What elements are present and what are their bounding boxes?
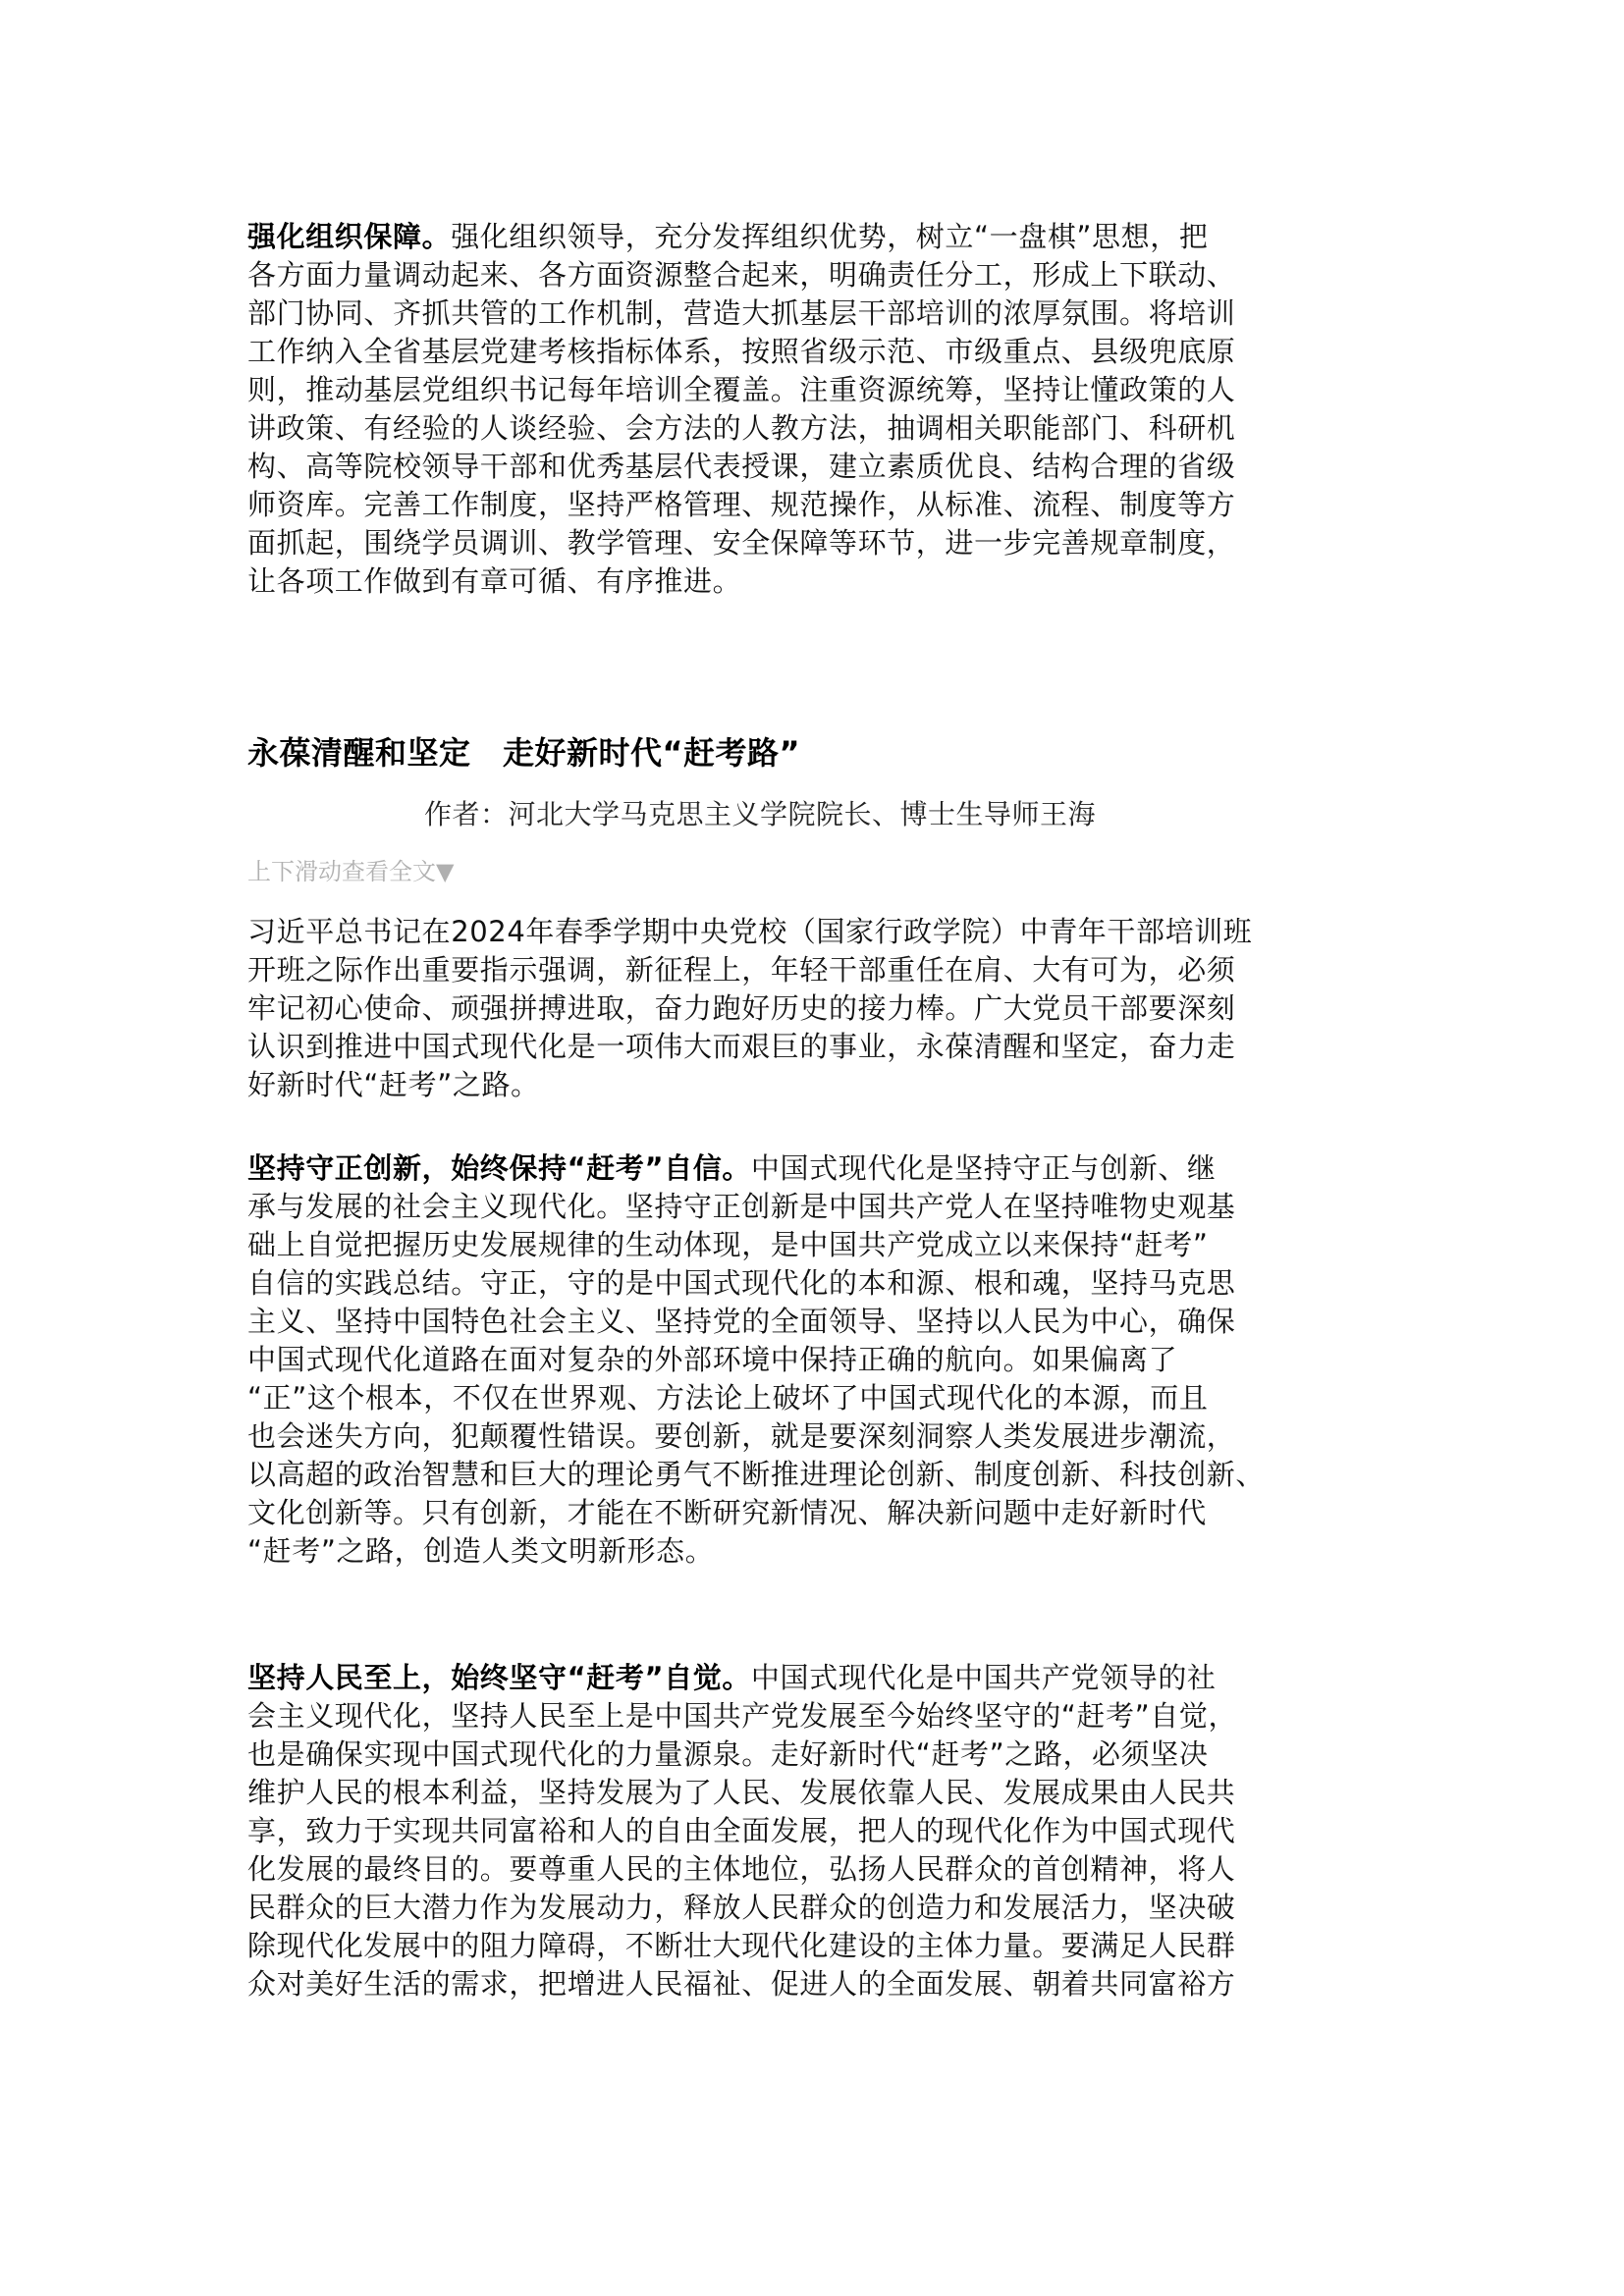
text-line: 除现代化发展中的阻力障碍，不断壮大现代化建设的主体力量。要满足人民群 <box>247 1929 1236 1962</box>
text-line: 会主义现代化，坚持人民至上是中国共产党发展至今始终坚守的“赶考”自觉， <box>247 1699 1238 1733</box>
text-line: 础上自觉把握历史发展规律的生动体现，是中国共产党成立以来保持“赶考” <box>247 1228 1209 1261</box>
text-line: 化发展的最终目的。要尊重人民的主体地位，弘扬人民群众的首创精神，将人 <box>247 1852 1236 1886</box>
scroll-hint: 上下滑动查看全文▼ <box>247 858 455 885</box>
text-line: 维护人民的根本利益，坚持发展为了人民、发展依靠人民、发展成果由人民共 <box>247 1776 1236 1809</box>
text-line: “正”这个根本，不仅在世界观、方法论上破坏了中国式现代化的本源，而且 <box>247 1381 1209 1415</box>
paragraph-lead: 坚持守正创新，始终保持“赶考”自信。 <box>247 1151 751 1185</box>
text-line-content: 强化组织领导，充分发挥组织优势，树立“一盘棋”思想，把 <box>451 220 1209 253</box>
text-line <box>247 1659 1396 1697</box>
text-line: 享，致力于实现共同富裕和人的自由全面发展，把人的现代化作为中国式现代 <box>247 1814 1236 1847</box>
text-line: 讲政策、有经验的人谈经验、会方法的人教方法，抽调相关职能部门、科研机 <box>247 411 1236 445</box>
text-line: 构、高等院校领导干部和优秀基层代表授课，建立素质优良、结构合理的省级 <box>247 450 1236 483</box>
text-line-content: 中国式现代化是坚持守正与创新、继 <box>750 1151 1217 1185</box>
text-line: 众对美好生活的需求，把增进人民福祉、促进人的全面发展、朝着共同富裕方 <box>247 1967 1236 2001</box>
paragraph-intro <box>247 913 1396 1104</box>
text-line: 牢记初心使命、顽强拼搏进取，奋力跑好历史的接力棒。广大党员干部要深刻 <box>247 991 1236 1025</box>
text-line: 也是确保实现中国式现代化的力量源泉。走好新时代“赶考”之路，必须坚决 <box>247 1737 1209 1771</box>
text-line: 也会迷失方向，犯颠覆性错误。要创新，就是要深刻洞察人类发展进步潮流， <box>247 1419 1236 1453</box>
article-author: 作者：河北大学马克思主义学院院长、博士生导师王海 <box>424 798 1097 830</box>
text-line: 习近平总书记在2024年春季学期中央党校（国家行政学院）中青年干部培训班 <box>247 915 1253 948</box>
text-line: 民群众的巨大潜力作为发展动力，释放人民群众的创造力和发展活力，坚决破 <box>247 1891 1236 1924</box>
text-line-content: 中国式现代化是中国共产党领导的社 <box>750 1661 1217 1694</box>
text-line: 好新时代“赶考”之路。 <box>247 1068 540 1101</box>
paragraph-lead: 坚持人民至上，始终坚守“赶考”自觉。 <box>247 1661 751 1694</box>
text-line: 各方面力量调动起来、各方面资源整合起来，明确责任分工，形成上下联动、 <box>247 258 1236 292</box>
text-line: 开班之际作出重要指示强调，新征程上，年轻干部重任在肩、大有可为，必须 <box>247 953 1236 987</box>
text-line <box>247 1149 1396 1188</box>
text-line <box>247 218 1396 256</box>
text-line: 则，推动基层党组织书记每年培训全覆盖。注重资源统筹，坚持让懂政策的人 <box>247 373 1236 406</box>
text-line: 文化创新等。只有创新，才能在不断研究新情况、解决新问题中走好新时代 <box>247 1496 1207 1529</box>
paragraph-lead: 强化组织保障。 <box>247 220 452 253</box>
paragraph-upholding-innovation <box>247 1149 1396 1571</box>
text-line: 师资库。完善工作制度，坚持严格管理、规范操作，从标准、流程、制度等方 <box>247 488 1236 521</box>
text-line: 以高超的政治智慧和巨大的理论勇气不断推进理论创新、制度创新、科技创新、 <box>247 1458 1266 1491</box>
text-line: 主义、坚持中国特色社会主义、坚持党的全面领导、坚持以人民为中心，确保 <box>247 1305 1236 1338</box>
text-line: “赶考”之路，创造人类文明新形态。 <box>247 1534 715 1568</box>
text-line: 自信的实践总结。守正，守的是中国式现代化的本和源、根和魂，坚持马克思 <box>247 1266 1236 1300</box>
text-line: 中国式现代化道路在面对复杂的外部环境中保持正确的航向。如果偏离了 <box>247 1343 1178 1376</box>
paragraph-people-first <box>247 1659 1396 2003</box>
text-line: 承与发展的社会主义现代化。坚持守正创新是中国共产党人在坚持唯物史观基 <box>247 1190 1236 1223</box>
text-line: 让各项工作做到有章可循、有序推进。 <box>247 564 742 598</box>
paragraph-organizational-guarantee <box>247 218 1396 601</box>
text-line: 认识到推进中国式现代化是一项伟大而艰巨的事业，永葆清醒和坚定，奋力走 <box>247 1030 1236 1063</box>
text-line: 部门协同、齐抓共管的工作机制，营造大抓基层干部培训的浓厚氛围。将培训 <box>247 296 1236 330</box>
text-line: 面抓起，围绕学员调训、教学管理、安全保障等环节，进一步完善规章制度， <box>247 526 1236 560</box>
article-title: 永葆清醒和坚定 走好新时代“赶考路” <box>247 734 801 772</box>
text-line: 工作纳入全省基层党建考核指标体系，按照省级示范、市级重点、县级兜底原 <box>247 335 1236 368</box>
